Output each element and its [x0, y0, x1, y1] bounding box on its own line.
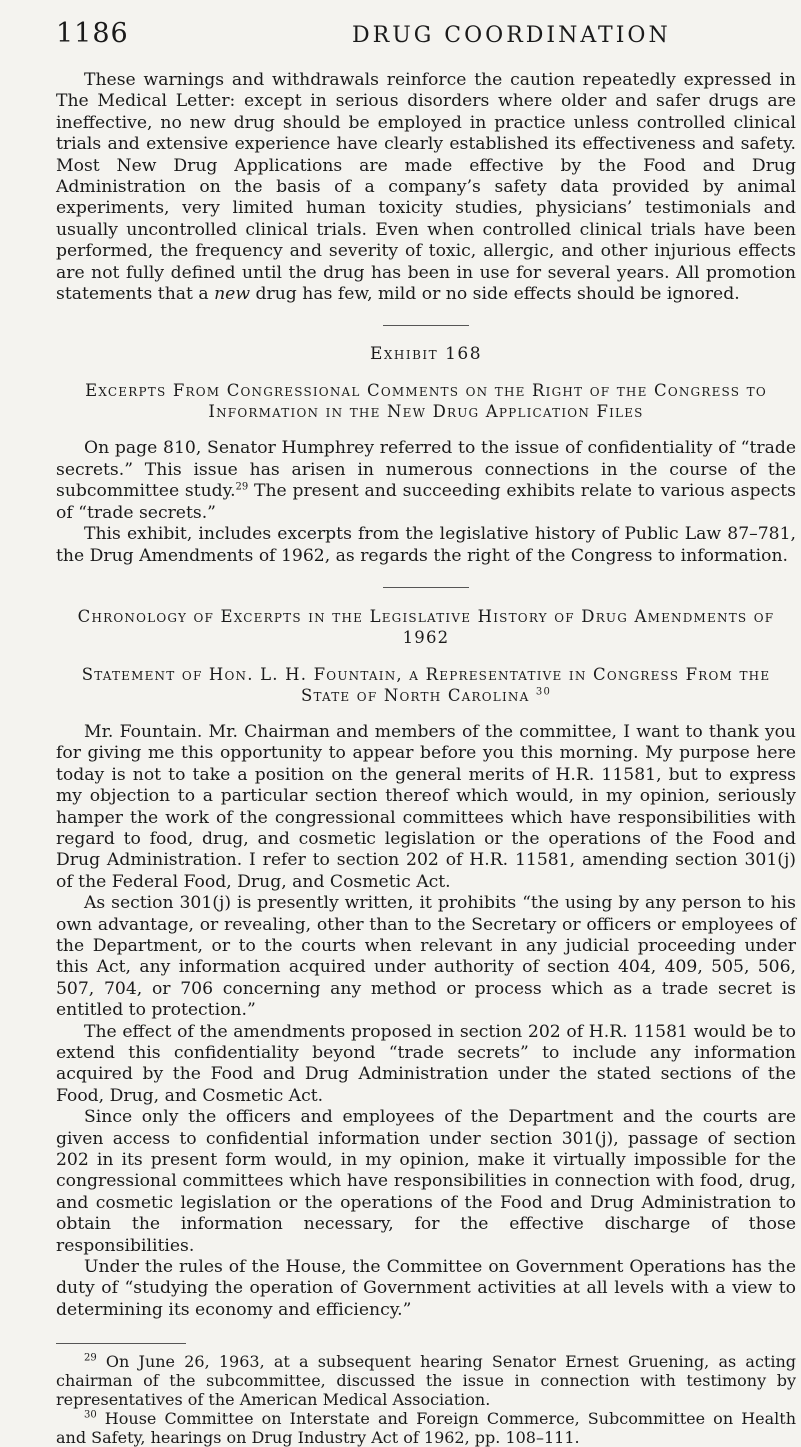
- page-number: 1186: [56, 18, 129, 49]
- section-rule: [383, 325, 469, 326]
- footnote-30: $^{30}$ House Committee on Interstate and Foreign Commerce, Subcommittee on Health and Safety, hearings on Drug Industry Act of 1962, pp. 108–111.: [56, 1409, 796, 1447]
- footnote-ref-29: 29: [235, 481, 249, 493]
- running-title: DRUG COORDINATION: [352, 23, 671, 48]
- footnote-29: $^{29}$ On June 26, 1963, at a subsequent hearing Senator Ernest Gruening, as acting chairman of the subcommittee, discussed the issue in connection with testimony by representatives of the American Medical Association.: [56, 1352, 796, 1410]
- fountain-paragraph-1: Mr. Fountain. Mr. Chairman and members of the committee, I want to thank you for giving me this opportunity to appear before you this morning. My purpose here today is not to take a position on the general merits of H.R. 11581, but to express my objection to a particular section thereof which would, in my opinion, seriously hamper the work of the congressional committees which have responsibilities with regard to food, drug, and cosmetic legislation or the operations of the Food and Drug Administration. I refer to section 202 of H.R. 11581, amending section 301(j) of the Federal Food, Drug, and Cosmetic Act.: [56, 721, 796, 892]
- document-page: [56, 18, 796, 1447]
- intro-italic-word: new: [214, 284, 251, 305]
- running-head: [56, 18, 796, 54]
- chronology-heading: Chronology of Excerpts in the Legislative History of Drug Amendments of 1962: [77, 606, 775, 647]
- fountain-paragraph-2: As section 301(j) is presently written, it prohibits “the using by any person to his own advantage, or revealing, other than to the Secretary or officers or employees of the Department, or to the courts when relevant in any judicial proceeding under this Act, any information acquired under authority of section 404, 409, 505, 506, 507, 704, or 706 concerning any method or process which as a trade secret is entitled to protection.”: [56, 893, 796, 1021]
- paragraph-exhibit-scope: This exhibit, includes excerpts from the legislative history of Public Law 87–781, the Drug Amendments of 1962, as regards the right of the Congress to information.: [56, 524, 796, 566]
- section-rule-2: [383, 587, 469, 588]
- exhibit-title: Exhibit 168: [369, 344, 483, 365]
- footnotes: [56, 1352, 796, 1447]
- paragraph-page-810: On page 810, Senator Humphrey referred to the issue of confidentiality of “trade secrets.” This issue has arisen in numerous connections in the course of the subcommittee study.$^{29}$ The present and succeeding exhibits relate to various aspects of “trade secrets.”: [56, 438, 796, 523]
- fountain-paragraph-4: Since only the officers and employees of the Department and the courts are given access to confidential information under section 301(j), passage of section 202 in its present form would, in my opinion, make it virtually impossible for the congressional committees which have responsibilities in connection with food, drug, and cosmetic legislation or the operations of the Food and Drug Administration to obtain the information necessary, for the effective discharge of those responsibilities.: [56, 1107, 796, 1256]
- footnote-ref-30: 30: [535, 686, 552, 698]
- statement-heading: Statement of Hon. L. H. Fountain, a Representative in Congress From the State of North Carolina $^{30}$: [81, 664, 771, 705]
- fountain-paragraph-5: Under the rules of the House, the Committee on Government Operations has the duty of “studying the operation of Government activities at all levels with a view to determining its economy and efficiency.”: [56, 1257, 796, 1320]
- footnote-rule: [56, 1343, 186, 1344]
- intro-paragraph: These warnings and withdrawals reinforce the caution repeatedly expressed in The Medical Letter: except in serious disorders where older and safer drugs are ineffective, no new drug should be employed in practice unless controlled clinical trials and extensive experience have clearly established its effectiveness and safety. Most New Drug Applications are made effective by the Food and Drug Administration on the basis of a company’s safety data provided by animal experiments, very limited human toxicity studies, physicians’ testimonials and usually uncontrolled clinical trials. Even when controlled clinical trials have been performed, the frequency and severity of toxic, allergic, and other injurious effects are not fully defined until the drug has been in use for several years. All promotion statements that a new drug has few, mild or no side effects should be ignored.: [56, 70, 796, 305]
- exhibit-heading: Excerpts From Congressional Comments on the Right of the Congress to Information in the New Drug Application Files: [85, 381, 767, 422]
- fountain-paragraph-3: The effect of the amendments proposed in section 202 of H.R. 11581 would be to extend this confidentiality beyond “trade secrets” to include any information acquired by the Food and Drug Administration under the stated sections of the Food, Drug, and Cosmetic Act.: [56, 1021, 796, 1106]
